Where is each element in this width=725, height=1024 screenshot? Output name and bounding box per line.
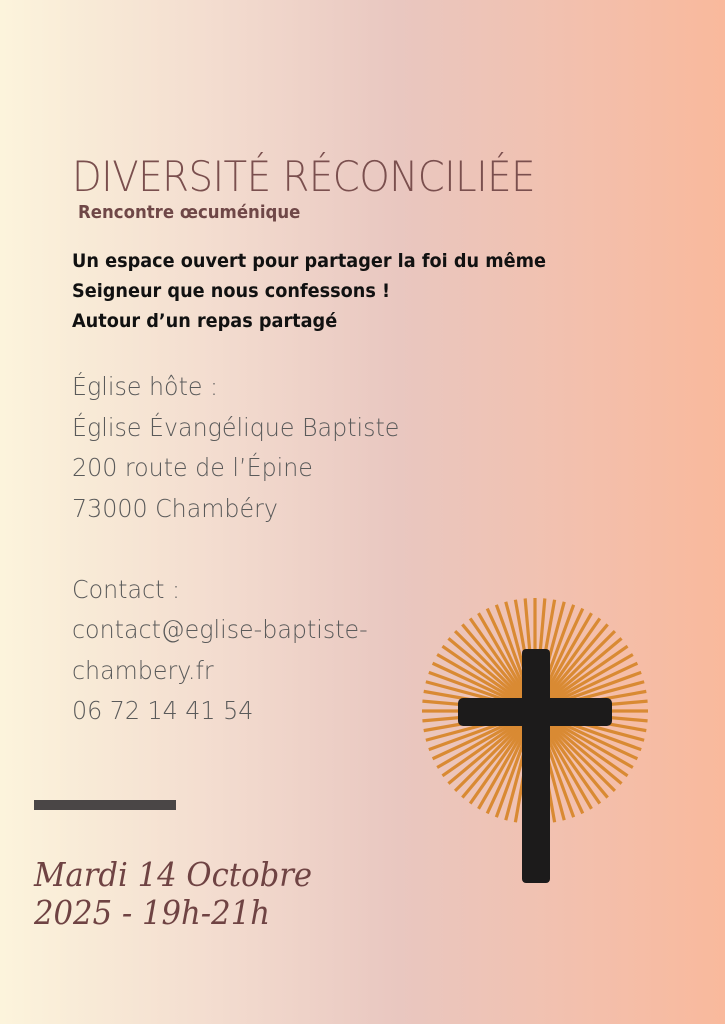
page-subtitle: Rencontre œcuménique [78, 202, 301, 223]
host-street: 200 route de l’Épine [72, 453, 313, 482]
intro-line: Autour d’un repas partagé [72, 310, 338, 332]
contact-email[interactable]: contact@eglise-baptiste- [72, 615, 368, 644]
divider [34, 800, 176, 810]
event-date-line: Mardi 14 Octobre [34, 855, 313, 894]
intro-text [72, 246, 546, 336]
intro-line: Seigneur que nous confessons ! [72, 280, 391, 302]
event-time-line: 2025 - 19h-21h [34, 893, 271, 932]
host-city: 73000 Chambéry [72, 493, 278, 523]
event-date [34, 856, 312, 932]
contact-label: Contact : [72, 574, 180, 604]
cross-illustration [418, 594, 652, 888]
contact-email-continued[interactable]: chambery.fr [72, 655, 214, 685]
intro-line: Un espace ouvert pour partager la foi du même [72, 250, 547, 272]
host-name: Église Évangélique Baptiste [72, 412, 400, 442]
page-title: DIVERSITÉ RÉCONCILIÉE [72, 152, 536, 201]
cross-svg [418, 594, 652, 888]
host-label: Église hôte : [72, 372, 219, 401]
contact-phone[interactable]: 06 72 14 41 54 [72, 696, 254, 725]
info-block [72, 367, 399, 732]
